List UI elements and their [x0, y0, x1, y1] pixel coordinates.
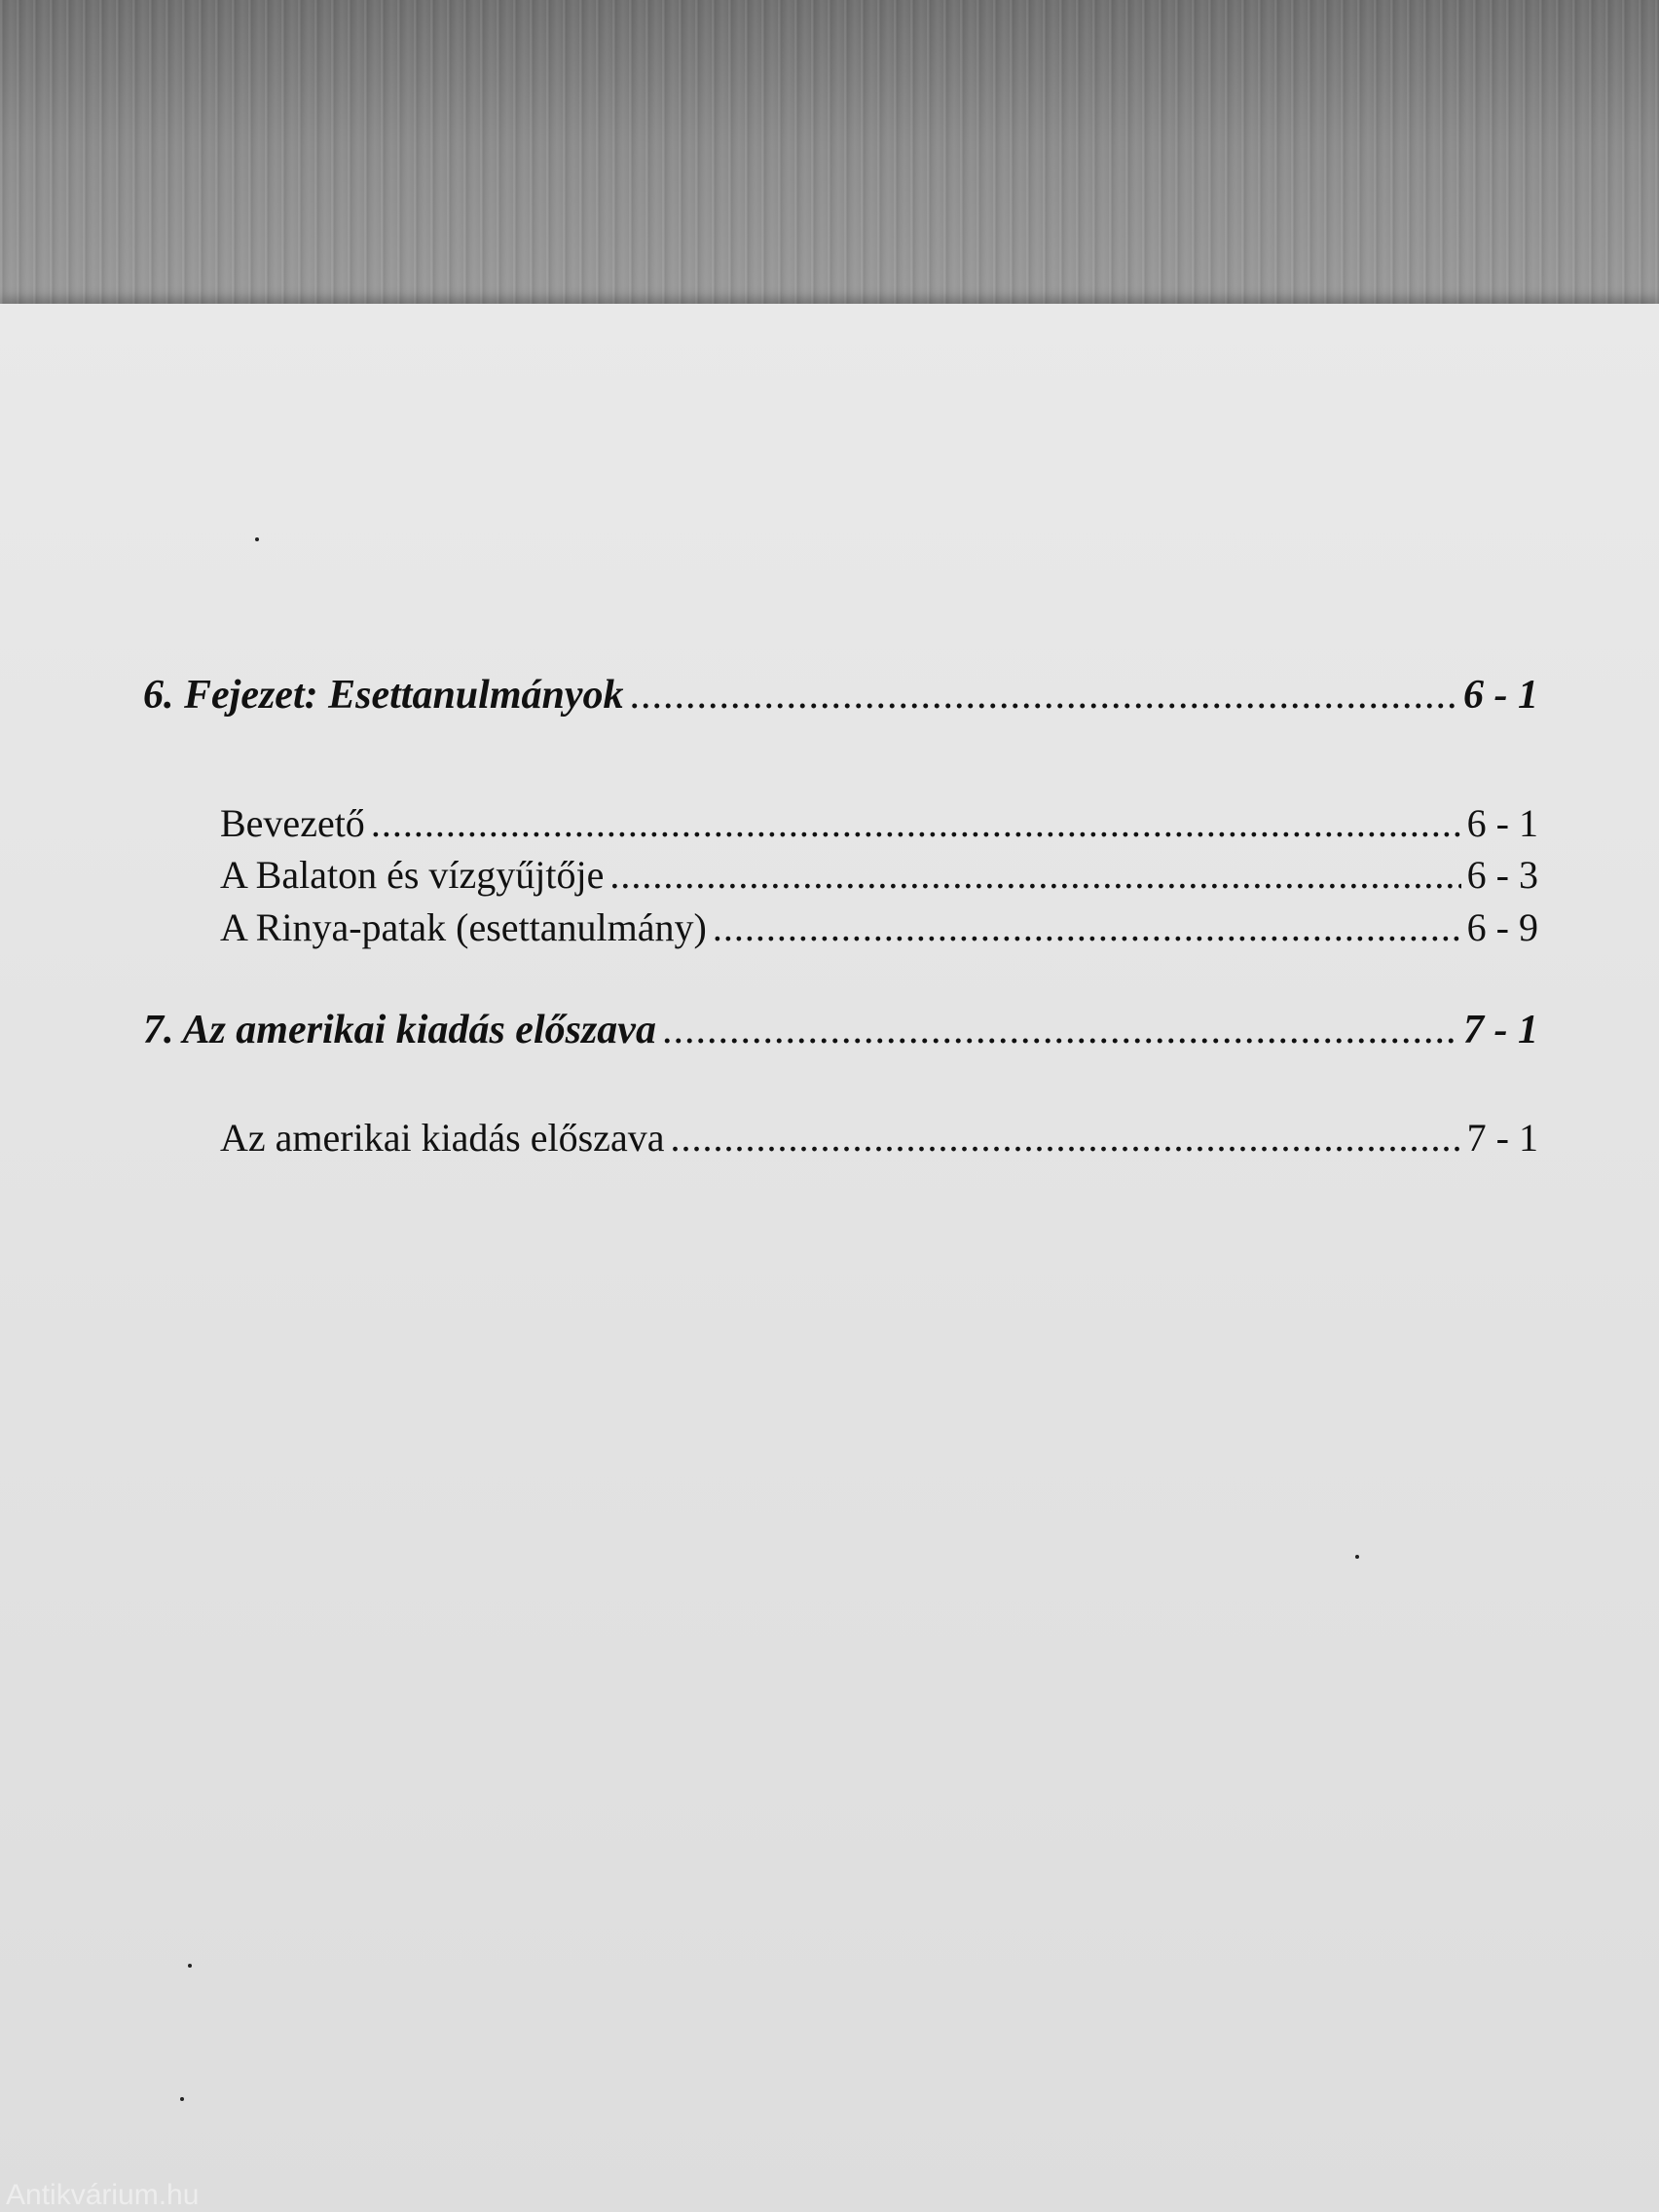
table-of-contents: [0, 304, 1659, 2212]
section-title: A Balaton és vízgyűjtője: [220, 853, 605, 897]
paper-speck: [1355, 1555, 1359, 1559]
section-page-number: 6 - 3: [1466, 853, 1538, 897]
wooden-background: [0, 0, 1659, 321]
dot-leader: [609, 852, 1460, 898]
chapter-title: 6. Fejezet: Esettanulmányok: [143, 673, 624, 718]
chapter-page-number: 7 - 1: [1463, 1008, 1538, 1052]
toc-section: [220, 904, 1538, 950]
dot-leader: [670, 1115, 1460, 1161]
section-page-number: 6 - 9: [1466, 905, 1538, 949]
watermark: Antikvárium.hu: [6, 2179, 200, 2211]
section-page-number: 6 - 1: [1466, 801, 1538, 845]
dot-leader: [662, 1007, 1457, 1053]
toc-section: [220, 852, 1538, 898]
section-title: Bevezető: [220, 801, 365, 845]
section-page-number: 7 - 1: [1466, 1116, 1538, 1160]
dot-leader: [713, 904, 1461, 950]
dot-leader: [630, 672, 1458, 719]
chapter-page-number: 6 - 1: [1463, 673, 1538, 718]
chapter-title: 7. Az amerikai kiadás előszava: [143, 1008, 656, 1052]
dot-leader: [371, 800, 1461, 846]
toc-chapter-7: [143, 1007, 1538, 1053]
paper-speck: [188, 1964, 192, 1968]
paper-speck: [255, 537, 259, 541]
toc-section: [220, 1115, 1538, 1161]
toc-section: [220, 800, 1538, 846]
section-title: Az amerikai kiadás előszava: [220, 1116, 665, 1160]
section-title: A Rinya-patak (esettanulmány): [220, 905, 707, 949]
toc-chapter-6: [143, 672, 1538, 719]
document-page: [0, 304, 1659, 2212]
paper-speck: [180, 2097, 184, 2101]
